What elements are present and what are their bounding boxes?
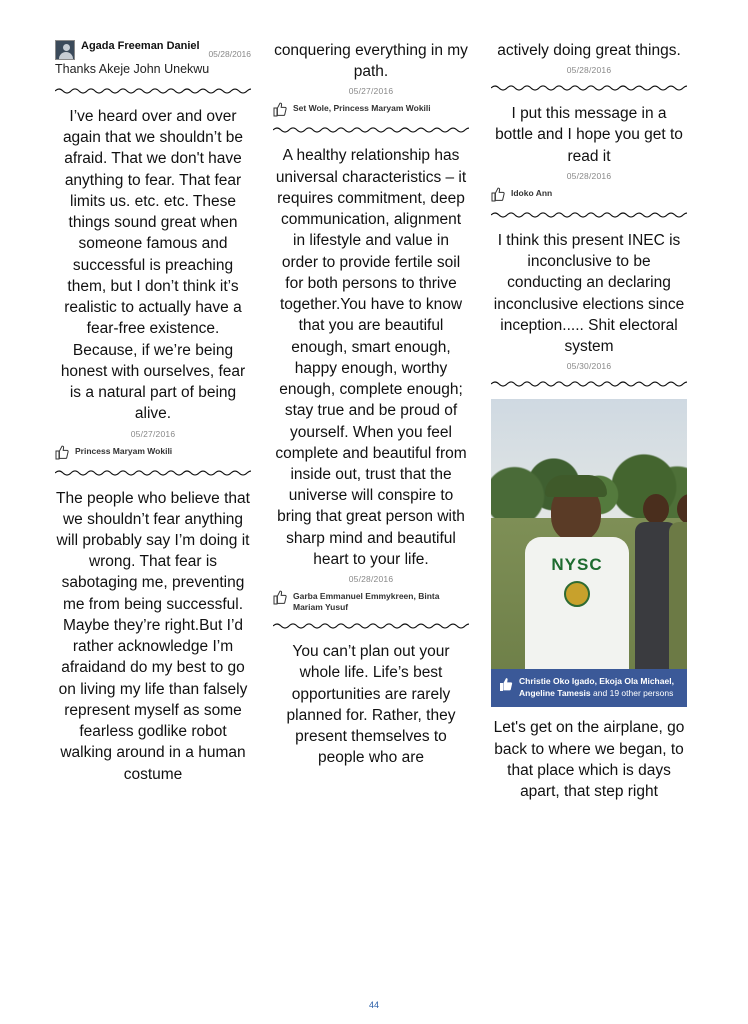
caption-and: and	[593, 687, 608, 698]
post-2-0	[273, 40, 469, 117]
author-row	[55, 40, 251, 60]
post-message: Thanks Akeje John Unekwu	[55, 62, 210, 76]
like-row	[273, 589, 469, 613]
like-names: Garba Emmanuel Emmykreen, Binta Mariam Yusuf	[293, 591, 440, 613]
like-names: Idoko Ann	[511, 187, 553, 198]
wavy-divider	[55, 468, 251, 478]
wavy-divider	[273, 621, 469, 631]
photo-person-main	[521, 477, 633, 669]
column-3	[491, 40, 687, 975]
caption-others: 19 other persons	[609, 687, 674, 698]
post-1-2	[55, 488, 251, 785]
wavy-divider	[491, 379, 687, 389]
wavy-divider	[491, 83, 687, 93]
post-body: I’ve heard over and over again that we shouldn’t be afraid. That we don't have anything to fear. That fear limits us. etc. etc. These things sound great when someone famous and successful is preaching them, but I don’t think it’s realistic to actually have a fear-free existence. Because, if we’re being honest with ourselves, fear is a natural part of being alive.	[60, 108, 246, 423]
post-body: I put this message in a bottle and I hope you get to read it	[495, 105, 683, 165]
three-column-layout	[55, 40, 693, 975]
post-date: 05/27/2016	[130, 428, 176, 439]
post-3-2	[491, 230, 687, 371]
like-row	[55, 444, 251, 460]
post-2-1	[273, 145, 469, 613]
post-3-1	[491, 103, 687, 202]
post-date: 05/28/2016	[566, 65, 612, 76]
wavy-divider	[55, 86, 251, 96]
thumbs-up-icon	[273, 102, 287, 117]
thumbs-up-icon	[499, 677, 513, 692]
post-2-2	[273, 641, 469, 768]
post-body: actively doing great things.	[497, 42, 681, 59]
like-names: Princess Maryam Wokili	[75, 445, 173, 456]
caption-names: Christie Oko Igado, Ekoja Ola Michael, Angeline Tamesis	[519, 676, 674, 698]
post-date: 05/30/2016	[566, 361, 612, 372]
photo-post	[491, 399, 687, 707]
shirt-text: NYSC	[551, 555, 603, 575]
post-body: Let's get on the airplane, go back to where we began, to that place which is days apart, that step right	[493, 719, 685, 800]
column-1	[55, 40, 251, 975]
like-row	[273, 101, 469, 117]
thumbs-up-icon	[491, 187, 505, 202]
column-2	[273, 40, 469, 975]
photo-person-background-2	[667, 494, 687, 669]
post-body: You can’t plan out your whole life. Life’s best opportunities are rarely planned for. Rather, they present themselves to people who are	[286, 643, 456, 767]
post-body: The people who believe that we shouldn’t fear anything will probably say I’m doing it wrong. That fear is sabotaging me, preventing me from being successful. Maybe they’re right.But I’d rather acknowledge I’m afraidand do my best to go on living my life than falsely represent myself as some fearless godlike robot walking around in a human costume	[56, 489, 250, 783]
post-date: 05/28/2016	[566, 170, 612, 181]
like-names: Set Wole, Princess Maryam Wokili	[293, 103, 431, 114]
post-date: 05/27/2016	[348, 86, 394, 97]
post-3-0	[491, 40, 687, 75]
post-3-3	[491, 717, 687, 802]
post-date: 05/28/2016	[348, 574, 394, 585]
post-author-header	[55, 40, 251, 76]
photo-like-names	[519, 676, 679, 699]
post-body: I think this present INEC is inconclusive to be conducting an declaring inconclusive elections since inception..... Shit electoral system	[493, 231, 685, 356]
photo-image	[491, 399, 687, 669]
wavy-divider	[273, 125, 469, 135]
page-number: 44	[368, 1000, 379, 1010]
thumbs-up-icon	[55, 445, 69, 460]
avatar	[55, 40, 75, 60]
like-row	[491, 186, 687, 202]
wavy-divider	[491, 210, 687, 220]
shirt-badge-icon	[564, 581, 590, 607]
post-body: A healthy relationship has universal characteristics – it requires commitment, deep communication, alignment in lifestyle and value in order to provide fertile soil for both persons to thrive together.You have to know that you are beautiful enough, smart enough, happy enough, worthy enough, complete enough; stay true and be proud of yourself. When you feel complete and beautiful from inside out, trust that the universe will conspire to bring that great person with sharp mind and beautiful heart to your life.	[275, 147, 467, 568]
post-1-1	[55, 106, 251, 460]
post-date: 05/28/2016	[208, 49, 251, 59]
photo-like-caption	[491, 669, 687, 707]
post-body: conquering everything in my path.	[274, 42, 468, 81]
author-name: Agada Freeman Daniel	[81, 40, 200, 52]
thumbs-up-icon	[273, 590, 287, 605]
